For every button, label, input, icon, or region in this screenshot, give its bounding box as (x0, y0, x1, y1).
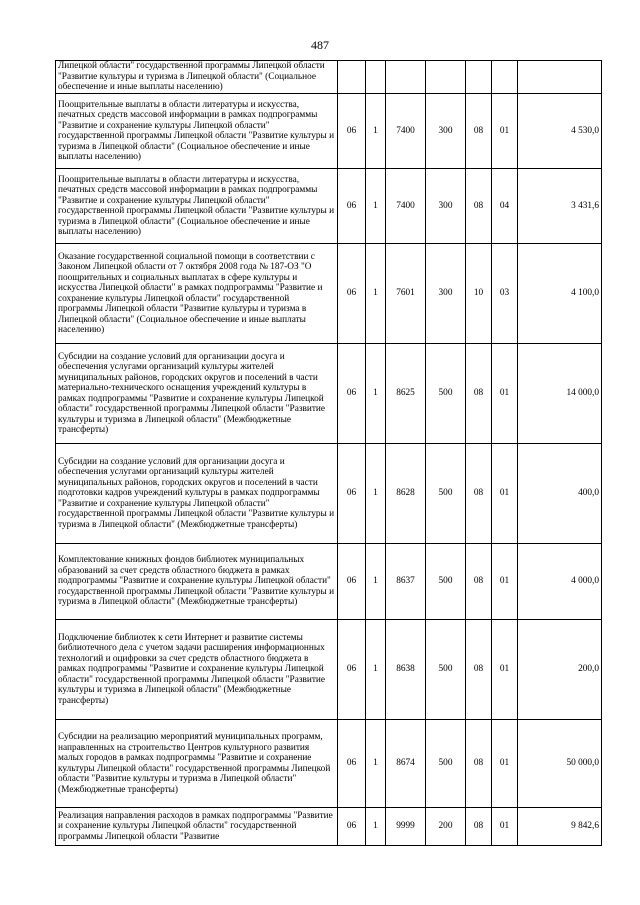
cell-amount (518, 61, 602, 94)
row-description: Субсидии на создание условий для организации досуга и обеспечения услугами организаций культуры жителей муниципальных районов, городских округов и поселений в части материально-технического оснащения учреждений культуры в рамках подпрограммы "Развитие и сохранение культуры Липецкой области" государственной программы Липецкой области "Развитие культуры и туризма в Липецкой области" (Межбюджетные трансферты) (56, 344, 338, 444)
table-row (56, 169, 602, 244)
row-description: Липецкой области" государственной программы Липецкой области "Развитие культуры и туризма в Липецкой области" (Социальное обеспечение и иные выплаты населению) (56, 61, 338, 94)
table-row (56, 720, 602, 808)
cell-amount: 4 100,0 (518, 244, 602, 344)
cell-subsection: 01 (492, 620, 518, 720)
cell-subsection: 03 (492, 244, 518, 344)
cell-program: 06 (338, 94, 366, 169)
cell-section (466, 61, 492, 94)
cell-subsection (492, 61, 518, 94)
cell-expense-type: 200 (426, 808, 466, 846)
cell-direction: 7400 (386, 94, 426, 169)
cell-expense-type: 300 (426, 94, 466, 169)
cell-subprogram: 1 (366, 244, 386, 344)
cell-subsection: 01 (492, 720, 518, 808)
cell-section: 08 (466, 544, 492, 620)
cell-subprogram: 1 (366, 344, 386, 444)
table-row (56, 244, 602, 344)
table-row (56, 94, 602, 169)
cell-subprogram: 1 (366, 169, 386, 244)
cell-program: 06 (338, 720, 366, 808)
cell-section: 08 (466, 344, 492, 444)
cell-subprogram: 1 (366, 620, 386, 720)
cell-program: 06 (338, 620, 366, 720)
cell-direction: 8625 (386, 344, 426, 444)
cell-amount: 3 431,6 (518, 169, 602, 244)
cell-expense-type: 500 (426, 720, 466, 808)
cell-program: 06 (338, 244, 366, 344)
table-row (56, 61, 602, 94)
cell-amount: 200,0 (518, 620, 602, 720)
row-description: Субсидии на реализацию мероприятий муниципальных программ, направленных на строительство Центров культурного развития малых городов в рамках подпрограммы "Развитие и сохранение культуры Липецкой области" государственной программы Липецкой области "Развитие культуры и туризма в Липецкой области" (Межбюджетные трансферты) (56, 720, 338, 808)
cell-subprogram: 1 (366, 720, 386, 808)
table-row (56, 444, 602, 544)
cell-subsection: 04 (492, 169, 518, 244)
cell-amount: 4 530,0 (518, 94, 602, 169)
cell-amount: 4 000,0 (518, 544, 602, 620)
cell-subsection: 01 (492, 808, 518, 846)
cell-amount: 14 000,0 (518, 344, 602, 444)
cell-direction: 8628 (386, 444, 426, 544)
cell-expense-type (426, 61, 466, 94)
cell-direction: 8674 (386, 720, 426, 808)
table-row (56, 808, 602, 846)
cell-section: 08 (466, 94, 492, 169)
cell-program: 06 (338, 444, 366, 544)
row-description: Реализация направления расходов в рамках подпрограммы "Развитие и сохранение культуры Липецкой области" государственной программы Липецкой области "Развитие (56, 808, 338, 846)
cell-section: 08 (466, 169, 492, 244)
cell-direction: 9999 (386, 808, 426, 846)
table-row (56, 344, 602, 444)
budget-table (55, 60, 602, 846)
cell-program (338, 61, 366, 94)
row-description: Подключение библиотек к сети Интернет и развитие системы библиотечного дела с учетом задачи расширения информационных технологий и оцифровки за счет средств областного бюджета в рамках подпрограммы "Развитие и сохранение культуры Липецкой области" государственной программы Липецкой области "Развитие культуры и туризма в Липецкой области" (Межбюджетные трансферты) (56, 620, 338, 720)
row-description: Поощрительные выплаты в области литературы и искусства, печатных средств массовой информации в рамках подпрограммы "Развитие и сохранение культуры Липецкой области" государственной программы Липецкой области "Развитие культуры и туризма в Липецкой области" (Социальное обеспечение и иные выплаты населению) (56, 94, 338, 169)
cell-subsection: 01 (492, 444, 518, 544)
row-description: Поощрительные выплаты в области литературы и искусства, печатных средств массовой информации в рамках подпрограммы "Развитие и сохранение культуры Липецкой области" государственной программы Липецкой области "Развитие культуры и туризма в Липецкой области" (Социальное обеспечение и иные выплаты населению) (56, 169, 338, 244)
row-description: Субсидии на создание условий для организации досуга и обеспечения услугами организаций культуры жителей муниципальных районов, городских округов и поселений в части подготовки кадров учреждений культуры в рамках подпрограммы "Развитие и сохранение культуры Липецкой области" государственной программы Липецкой области "Развитие культуры и туризма в Липецкой области" (Межбюджетные трансферты) (56, 444, 338, 544)
cell-section: 08 (466, 444, 492, 544)
cell-expense-type: 300 (426, 244, 466, 344)
cell-section: 10 (466, 244, 492, 344)
cell-section: 08 (466, 720, 492, 808)
cell-expense-type: 500 (426, 544, 466, 620)
row-description: Оказание государственной социальной помощи в соответствии с Законом Липецкой области от 7 октября 2008 года № 187-ОЗ "О поощрительных и социальных выплатах в сфере культуры и искусства Липецкой области" в рамках подпрограммы "Развитие и сохранение культуры Липецкой области" государственной программы Липецкой области "Развитие культуры и туризма в Липецкой области" (Социальное обеспечение и иные выплаты населению) (56, 244, 338, 344)
cell-expense-type: 500 (426, 444, 466, 544)
cell-expense-type: 300 (426, 169, 466, 244)
cell-section: 08 (466, 808, 492, 846)
cell-amount: 50 000,0 (518, 720, 602, 808)
cell-subprogram: 1 (366, 94, 386, 169)
cell-direction: 8638 (386, 620, 426, 720)
cell-direction: 8637 (386, 544, 426, 620)
cell-program: 06 (338, 169, 366, 244)
cell-direction (386, 61, 426, 94)
cell-subprogram: 1 (366, 544, 386, 620)
cell-section: 08 (466, 620, 492, 720)
page-number: 487 (311, 38, 329, 52)
cell-direction: 7400 (386, 169, 426, 244)
table-row (56, 620, 602, 720)
cell-amount: 9 842,6 (518, 808, 602, 846)
cell-program: 06 (338, 544, 366, 620)
cell-subsection: 01 (492, 94, 518, 169)
cell-program: 06 (338, 808, 366, 846)
cell-subsection: 01 (492, 544, 518, 620)
cell-subprogram (366, 61, 386, 94)
cell-subprogram: 1 (366, 808, 386, 846)
cell-subprogram: 1 (366, 444, 386, 544)
table-row (56, 544, 602, 620)
cell-expense-type: 500 (426, 620, 466, 720)
cell-program: 06 (338, 344, 366, 444)
cell-direction: 7601 (386, 244, 426, 344)
cell-subsection: 01 (492, 344, 518, 444)
cell-amount: 400,0 (518, 444, 602, 544)
cell-expense-type: 500 (426, 344, 466, 444)
row-description: Комплектование книжных фондов библиотек муниципальных образований за счет средств областного бюджета в рамках подпрограммы "Развитие и сохранение культуры Липецкой области" государственной программы Липецкой области "Развитие культуры и туризма в Липецкой области" (Межбюджетные трансферты) (56, 544, 338, 620)
